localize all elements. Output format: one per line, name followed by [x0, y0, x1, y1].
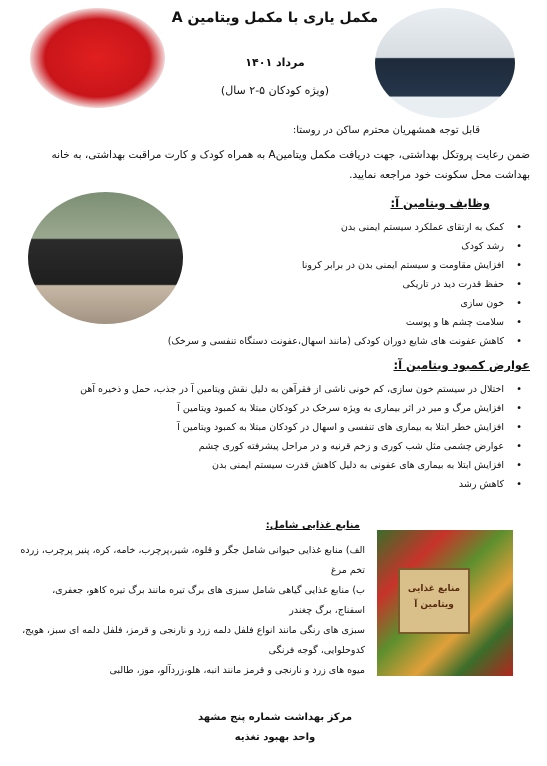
list-item: • عوارض چشمی مثل شب کوری و زخم قرنیه و در مراحل پیشرفته کوری چشم	[20, 437, 522, 456]
functions-heading: وظایف ویتامین آ:	[390, 196, 490, 210]
food-sources-text	[20, 541, 365, 681]
age-group-label: (ویژه کودکان ۵-۲ سال)	[220, 84, 330, 97]
date-label: مرداد ۱۴۰۱	[245, 56, 305, 69]
food-line: ب) منابع غذایی گیاهی شامل سبزی های برگ تیره مانند برگ تیره کاهو، جعفری، اسفناج، برگ چغندر	[52, 585, 365, 616]
page-title: مکمل یاری با مکمل ویتامین A	[171, 10, 379, 26]
list-item: • کاهش عفونت های شایع دوران کودکی (مانند اسهال،عفونت دستگاه تنفسی و سرخک)	[140, 332, 522, 351]
food-board-line-1: منابع غذایی	[407, 584, 461, 594]
list-item: • افزایش خطر ابتلا به بیماری های تنفسی و اسهال در کودکان مبتلا به کمبود ویتامین آ	[20, 418, 522, 437]
list-item: • افزایش مقاومت و سیستم ایمنی بدن در برابر کرونا	[140, 256, 522, 275]
list-item: • کاهش رشد	[20, 475, 522, 494]
footer-unit-name: واحد بهبود تغذیه	[234, 732, 316, 743]
list-item: • کمک به ارتقای عملکرد سیستم ایمنی بدن	[140, 218, 522, 237]
footer-center-name: مرکز بهداشت شماره پنج مشهد	[197, 712, 353, 723]
list-item: • حفظ قدرت دید در تاریکی	[140, 275, 522, 294]
list-item: • سلامت چشم ها و پوست	[140, 313, 522, 332]
list-item: • رشد کودک	[140, 237, 522, 256]
food-board-sign	[398, 568, 470, 634]
intro-greeting: قابل توجه همشهریان محترم ساکن در روستا:	[292, 125, 480, 136]
list-item: • خون سازی	[140, 294, 522, 313]
list-item: • اختلال در سیستم خون سازی، کم خونی ناشی از فقرآهن به دلیل نقش ویتامین آ در جذب، حمل و ذخیره آهن	[20, 380, 522, 399]
deficiency-list	[20, 380, 522, 494]
functions-list	[140, 218, 522, 351]
food-board-line-2: ویتامین آ	[414, 600, 454, 610]
list-item: • افزایش ابتلا به بیماری های عفونی به دلیل کاهش قدرت سیستم ایمنی بدن	[20, 456, 522, 475]
food-line: میوه های زرد و نارنجی و قرمز مانند انبه، هلو،زردآلو، موز، طالبی	[109, 665, 365, 676]
food-line: سبزی های رنگی مانند انواع فلفل دلمه زرد و نارنجی و قرمز، فلفل دلمه ای سبز، هویج، کدوحلوایی، گوجه فرنگی	[22, 625, 365, 656]
list-item: • افزایش مرگ و میر در اثر بیماری به ویژه سرخک در کودکان مبتلا به کمبود ویتامین آ	[20, 399, 522, 418]
red-peppers-photo	[30, 8, 165, 108]
food-sources-heading: منابع غذایی شامل:	[265, 520, 360, 531]
health-workers-photo	[375, 8, 515, 118]
intro-body: ضمن رعایت پروتکل بهداشتی، جهت دریافت مکمل ویتامینA به همراه کودک و کارت مراقبت بهداشتی، به خانه بهداشت محل سکونت خود مراجعه نمایید.	[51, 149, 530, 181]
food-line: الف) منابع غذایی حیوانی شامل جگر و قلوه، شیر،پرچرب، خامه، کره، پنیر پرچرب، زرده تخم مرغ	[20, 545, 365, 576]
deficiency-heading: عوارض کمبود ویتامین آ:	[393, 358, 530, 372]
